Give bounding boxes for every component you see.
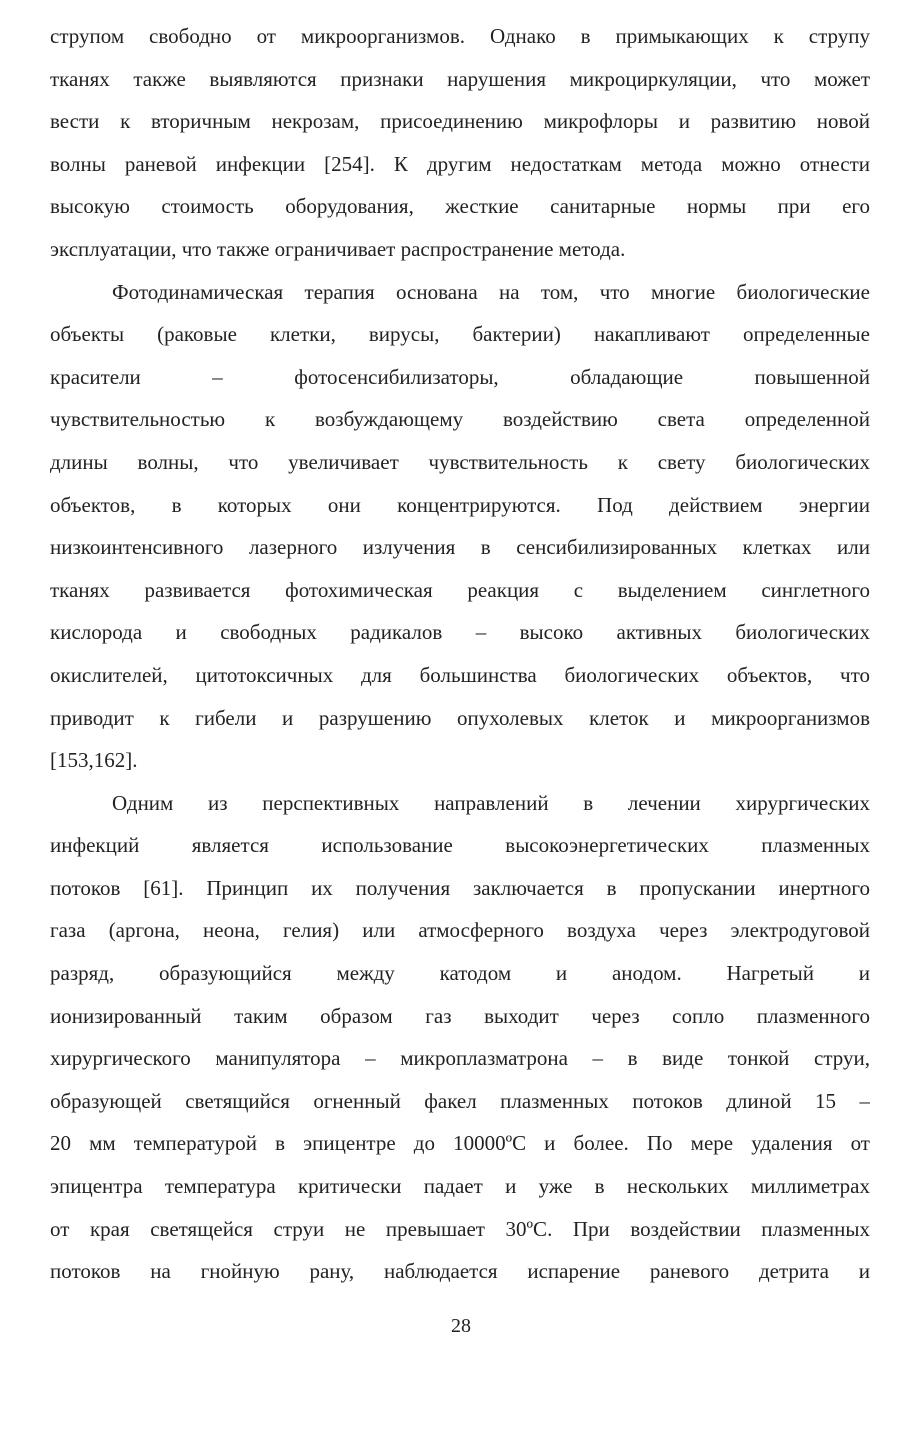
text-line: хирургического манипулятора – микроплазматрона – в виде тонкой струи, bbox=[50, 1046, 870, 1071]
text-line: эксплуатации, что также ограничивает распространение метода. bbox=[50, 236, 626, 261]
text-line: потоков [61]. Принцип их получения заключается в пропускании инертного bbox=[50, 875, 870, 900]
page-number: 28 bbox=[451, 1315, 471, 1337]
body-text bbox=[50, 15, 870, 1293]
text-line: чувствительностью к возбуждающему воздействию света определенной bbox=[50, 407, 870, 432]
text-line: разряд, образующийся между катодом и анодом. Нагретый и bbox=[50, 961, 870, 986]
text-line: от края светящейся струи не превышает 30ºС. При воздействии плазменных bbox=[50, 1216, 870, 1241]
text-line: 20 мм температурой в эпицентре до 10000ºС и более. По мере удаления от bbox=[50, 1131, 870, 1156]
text-line: объекты (раковые клетки, вирусы, бактерии) накапливают определенные bbox=[50, 322, 870, 347]
paragraph-2 bbox=[50, 271, 870, 782]
text-line: объектов, в которых они концентрируются. Под действием энергии bbox=[50, 492, 870, 517]
text-line: Одним из перспективных направлений в лечении хирургических bbox=[112, 790, 870, 815]
text-line: [153,162]. bbox=[50, 748, 138, 773]
text-line: высокую стоимость оборудования, жесткие санитарные нормы при его bbox=[50, 194, 870, 219]
text-line: Фотодинамическая терапия основана на том, что многие биологические bbox=[112, 279, 870, 304]
text-line: тканях развивается фотохимическая реакция с выделением синглетного bbox=[50, 577, 870, 602]
text-line: эпицентра температура критически падает и уже в нескольких миллиметрах bbox=[50, 1174, 870, 1199]
text-line: красители – фотосенсибилизаторы, обладающие повышенной bbox=[50, 364, 870, 389]
paragraph-1 bbox=[50, 15, 870, 271]
text-line: газа (аргона, неона, гелия) или атмосферного воздуха через электродуговой bbox=[50, 918, 870, 943]
text-line: струпом свободно от микроорганизмов. Однако в примыкающих к струпу bbox=[50, 24, 870, 48]
text-line: приводит к гибели и разрушению опухолевых клеток и микроорганизмов bbox=[50, 705, 870, 730]
text-line: образующей светящийся огненный факел плазменных потоков длиной 15 – bbox=[50, 1088, 870, 1113]
text-line: кислорода и свободных радикалов – высоко активных биологических bbox=[50, 620, 870, 645]
text-line: низкоинтенсивного лазерного излучения в сенсибилизированных клетках или bbox=[50, 535, 870, 560]
text-line: вести к вторичным некрозам, присоединению микрофлоры и развитию новой bbox=[50, 109, 870, 134]
paragraph-3 bbox=[50, 782, 870, 1293]
text-line: волны раневой инфекции [254]. К другим недостаткам метода можно отнести bbox=[50, 151, 870, 176]
text-line: длины волны, что увеличивает чувствительность к свету биологических bbox=[50, 449, 870, 474]
text-line: окислителей, цитотоксичных для большинства биологических объектов, что bbox=[50, 662, 870, 687]
text-line: тканях также выявляются признаки нарушения микроциркуляции, что может bbox=[50, 66, 870, 91]
text-line: ионизированный таким образом газ выходит через сопло плазменного bbox=[50, 1003, 870, 1028]
text-line: потоков на гнойную рану, наблюдается испарение раневого детрита и bbox=[50, 1259, 870, 1284]
text-line: инфекций является использование высокоэнергетических плазменных bbox=[50, 833, 870, 858]
